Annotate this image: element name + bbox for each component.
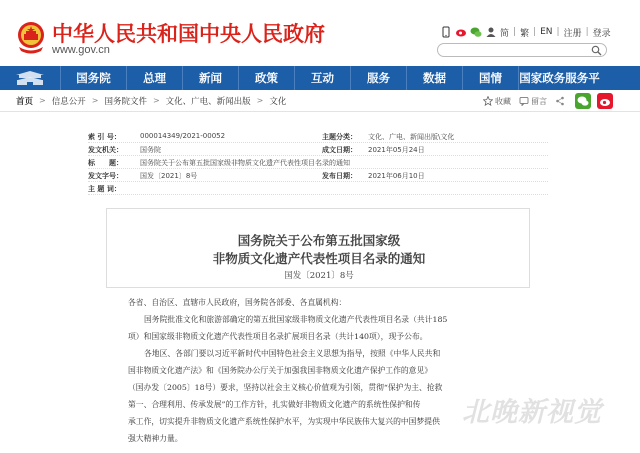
body-line: 强大精神力量。 <box>128 434 183 443</box>
breadcrumb-culture[interactable]: 文化 <box>269 96 287 107</box>
main-nav <box>0 66 640 90</box>
tiananmen-icon <box>0 66 60 90</box>
link-traditional[interactable]: 繁 <box>520 28 530 39</box>
weibo-icon[interactable] <box>455 26 467 38</box>
share-bar <box>483 92 619 110</box>
divider: | <box>556 27 560 37</box>
pubdate-label: 发布日期： <box>322 172 357 180</box>
date-label: 成文日期： <box>322 146 357 154</box>
comment-button[interactable] <box>519 96 547 107</box>
divider: | <box>513 27 517 37</box>
user-icon[interactable] <box>485 26 497 38</box>
body-line: 各省、自治区、直辖市人民政府，国务院各部委、各直属机构： <box>128 298 347 307</box>
watermark: 北晚新视觉 <box>462 397 602 428</box>
nav-item-gov-service-platform[interactable]: 国家政务服务平 <box>518 66 600 90</box>
site-header <box>0 0 640 66</box>
breadcrumb-culture-media[interactable]: 文化、广电、新闻出版 <box>165 96 251 107</box>
top-links <box>440 24 611 40</box>
wechat-icon <box>575 93 591 109</box>
search-icon[interactable] <box>591 45 602 56</box>
mobile-icon[interactable] <box>440 26 452 38</box>
nav-item-interaction[interactable]: 互动 <box>294 66 350 90</box>
index-value: 000014349/2021-00052 <box>140 132 226 140</box>
breadcrumb-state-council-docs[interactable]: 国务院文件 <box>104 96 147 107</box>
favorite-button[interactable] <box>483 96 511 107</box>
document-header-panel <box>106 208 530 288</box>
keywords-label: 主 题 词： <box>88 185 121 193</box>
site-title[interactable]: 中华人民共和国中央人民政府 <box>52 21 325 46</box>
link-english[interactable]: EN <box>540 27 553 37</box>
share-icon <box>555 96 565 106</box>
meta-row <box>88 171 548 182</box>
body-line: 各地区、各部门要以习近平新时代中国特色社会主义思想为指导，按照《中华人民共和 <box>144 349 441 358</box>
breadcrumb-separator: > <box>256 96 264 105</box>
meta-row <box>88 132 548 143</box>
title-label: 标 题： <box>88 159 123 167</box>
docno-label: 发文字号： <box>88 172 123 180</box>
document-title-line2: 非物质文化遗产代表性项目名录的通知 <box>212 251 426 266</box>
divider: | <box>533 27 537 37</box>
breadcrumb-separator: > <box>152 96 160 105</box>
breadcrumb-home[interactable]: 首页 <box>16 96 34 107</box>
category-label: 主题分类： <box>322 133 357 141</box>
category-value: 文化、广电、新闻出版\文化 <box>368 133 455 141</box>
link-login[interactable]: 登录 <box>592 28 611 39</box>
nav-home[interactable] <box>0 66 60 90</box>
meta-row <box>88 184 548 195</box>
wechat-icon[interactable] <box>470 26 482 38</box>
body-line: 承工作，切实提升非物质文化遗产系统性保护水平，为实现中华民族伟大复兴的中国梦提供 <box>128 417 440 426</box>
document-number: 国发〔2021〕8号 <box>284 271 354 281</box>
nav-item-news[interactable]: 新闻 <box>182 66 238 90</box>
star-icon <box>483 96 493 106</box>
breadcrumb-info-disclosure[interactable]: 信息公开 <box>51 96 86 107</box>
pubdate-value: 2021年06月10日 <box>368 172 425 180</box>
body-line: 国非物质文化遗产法》和《国务院办公厅关于加强我国非物质文化遗产保护工作的意见》 <box>128 366 433 375</box>
date-value: 2021年05月24日 <box>368 146 425 154</box>
body-line: （国办发〔2005〕18号）要求，坚持以社会主义核心价值观为引领，贯彻“保护为主、抢救 <box>128 383 443 392</box>
breadcrumb-separator: > <box>39 96 46 105</box>
document-title-line1: 国务院关于公布第五批国家级 <box>237 233 401 248</box>
nav-item-data[interactable]: 数据 <box>406 66 462 90</box>
share-wechat-button[interactable] <box>575 93 591 109</box>
body-line: 国务院批准文化和旅游部确定的第五批国家级非物质文化遗产代表性项目名录（共计185 <box>144 315 448 324</box>
weibo-icon <box>597 93 613 109</box>
body-line: 项）和国家级非物质文化遗产代表性项目名录扩展项目名录（共计140项），现予公布。 <box>128 332 428 341</box>
body-line: 第一、合理利用、传承发展”的工作方针，扎实做好非物质文化遗产的系统性保护和传 <box>128 400 421 409</box>
comment-label: 留言 <box>531 96 547 106</box>
title-value: 国务院关于公布第五批国家级非物质文化遗产代表性项目名录的通知 <box>140 159 350 167</box>
issuer-value: 国务院 <box>140 146 161 154</box>
nav-item-national-info[interactable]: 国情 <box>462 66 518 90</box>
search-input[interactable] <box>437 43 607 57</box>
link-simplified[interactable]: 简 <box>500 28 510 39</box>
site-url[interactable]: www.gov.cn <box>52 44 110 56</box>
document-meta <box>88 132 548 198</box>
index-label: 索 引 号： <box>88 133 121 141</box>
share-weibo-button[interactable] <box>597 93 613 109</box>
nav-item-premier[interactable]: 总理 <box>126 66 182 90</box>
nav-item-state-council[interactable]: 国务院 <box>60 66 126 90</box>
link-register[interactable]: 注册 <box>563 28 582 39</box>
nav-item-service[interactable]: 服务 <box>350 66 406 90</box>
comment-icon <box>519 96 529 106</box>
issuer-label: 发文机关： <box>88 146 123 154</box>
breadcrumb-separator: > <box>91 96 99 105</box>
nav-item-policy[interactable]: 政策 <box>238 66 294 90</box>
meta-row <box>88 158 548 169</box>
national-emblem-icon[interactable] <box>16 20 46 54</box>
share-label-wrap <box>555 96 567 106</box>
docno-value: 国发〔2021〕8号 <box>140 172 198 180</box>
divider: | <box>585 27 589 37</box>
favorite-label: 收藏 <box>495 96 511 106</box>
meta-row <box>88 145 548 156</box>
